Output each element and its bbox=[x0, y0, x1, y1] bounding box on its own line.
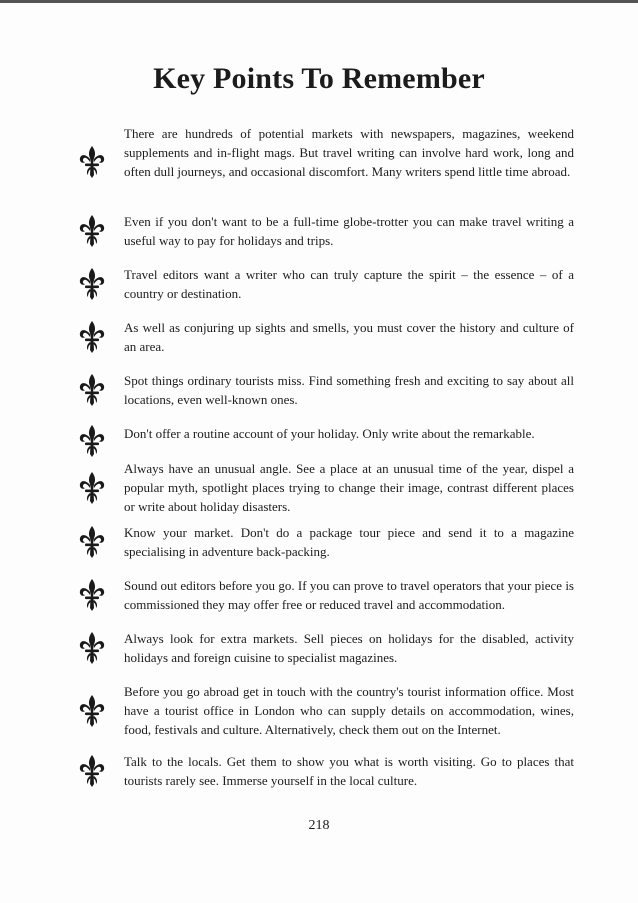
key-point-item bbox=[78, 752, 578, 790]
key-point-text: Spot things ordinary tourists miss. Find something fresh and exciting to say about all locations, even well-known ones. bbox=[124, 373, 574, 407]
fleur-de-lis-icon bbox=[78, 424, 106, 458]
key-point-item bbox=[78, 318, 578, 356]
fleur-de-lis-icon bbox=[78, 214, 106, 248]
fleur-de-lis-icon bbox=[78, 754, 106, 788]
key-point-item bbox=[78, 523, 578, 561]
fleur-de-lis-icon bbox=[78, 471, 106, 505]
key-point-item bbox=[78, 371, 578, 409]
key-point-item bbox=[78, 124, 578, 200]
key-point-item bbox=[78, 576, 578, 614]
top-edge-line bbox=[0, 0, 638, 3]
key-point-text: Know your market. Don't do a package tour piece and send it to a magazine specialising in adventure back-packing. bbox=[124, 525, 574, 559]
page-title: Key Points To Remember bbox=[153, 62, 485, 95]
key-point-text: Sound out editors before you go. If you can prove to travel operators that your piece is commissioned they may offer free or reduced travel and accommodation. bbox=[124, 578, 574, 612]
fleur-de-lis-icon bbox=[78, 525, 106, 559]
key-point-text: Talk to the locals. Get them to show you what is worth visiting. Go to places that tourists rarely see. Immerse yourself in the local culture. bbox=[124, 754, 574, 788]
fleur-de-lis-icon bbox=[78, 373, 106, 407]
key-point-item bbox=[78, 265, 578, 303]
key-point-text: Travel editors want a writer who can truly capture the spirit – the essence – of a country or destination. bbox=[124, 267, 574, 301]
key-point-item bbox=[78, 212, 578, 250]
key-point-text: Always look for extra markets. Sell pieces on holidays for the disabled, activity holidays and foreign cuisine to specialist magazines. bbox=[124, 631, 574, 665]
page-number: 218 bbox=[308, 818, 330, 833]
key-point-text: Always have an unusual angle. See a place at an unusual time of the year, dispel a popular myth, spotlight places trying to change their image, contrast different places or write about holiday disasters. bbox=[124, 461, 574, 514]
key-point-item bbox=[78, 424, 578, 443]
fleur-de-lis-icon bbox=[78, 145, 106, 179]
key-point-text: There are hundreds of potential markets with newspapers, magazines, weekend supplements and in-flight mags. But travel writing can involve hard work, long and often dull journeys, and occasional discomfort. Many writers spend little time abroad. bbox=[124, 126, 574, 179]
fleur-de-lis-icon bbox=[78, 631, 106, 665]
fleur-de-lis-icon bbox=[78, 267, 106, 301]
key-point-text: As well as conjuring up sights and smells, you must cover the history and culture of an area. bbox=[124, 320, 574, 354]
fleur-de-lis-icon bbox=[78, 320, 106, 354]
key-point-item bbox=[78, 629, 578, 667]
key-point-item bbox=[78, 459, 578, 516]
key-point-item bbox=[78, 682, 578, 739]
key-point-text: Even if you don't want to be a full-time globe-trotter you can make travel writing a useful way to pay for holidays and trips. bbox=[124, 214, 574, 248]
fleur-de-lis-icon bbox=[78, 578, 106, 612]
key-point-text: Don't offer a routine account of your holiday. Only write about the remarkable. bbox=[124, 426, 535, 441]
fleur-de-lis-icon bbox=[78, 694, 106, 728]
key-point-text: Before you go abroad get in touch with the country's tourist information office. Most have a tourist office in London who can supply details on accommodation, wines, food, festivals and culture. Alternatively, check them out on the Internet. bbox=[124, 684, 574, 737]
